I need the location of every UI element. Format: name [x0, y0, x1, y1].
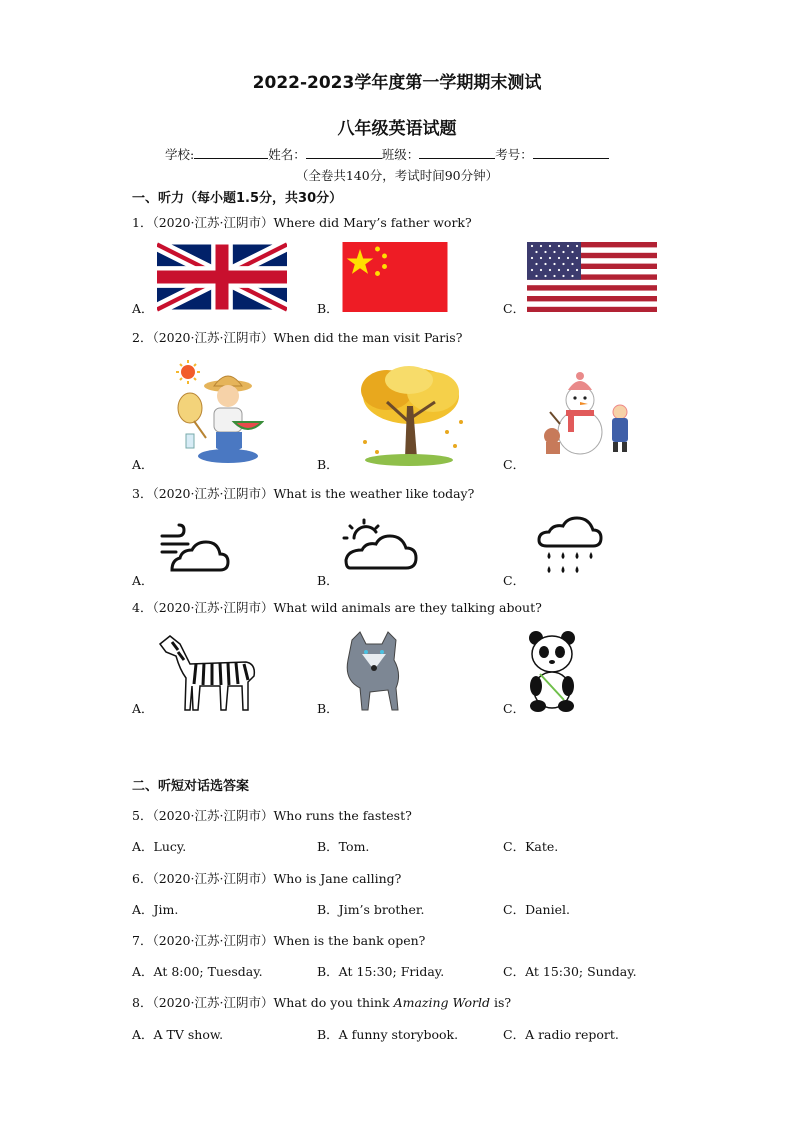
q8-option-c: C．A radio report.	[503, 1027, 619, 1042]
name-label: 姓名：	[268, 147, 306, 162]
q1-option-b: B．	[317, 301, 339, 316]
summer-boy-image	[172, 358, 264, 468]
q6-option-c: C．Daniel.	[503, 902, 570, 917]
question-7: 7．（2020·江苏·江阴市）When is the bank open?	[132, 933, 426, 948]
student-info-line	[165, 145, 609, 163]
q8-text-post: is?	[490, 995, 512, 1010]
question-5: 5．（2020·江苏·江阴市）Who runs the fastest?	[132, 808, 412, 823]
usa-flag-image	[527, 242, 657, 312]
q1-option-c: C．	[503, 301, 526, 316]
panda-image	[526, 630, 578, 714]
q6-option-b: B．Jim’s brother.	[317, 902, 425, 917]
exam-subtitle: 八年级英语试题	[337, 119, 457, 139]
q6-option-a: A．Jim.	[132, 902, 179, 917]
section2-heading: 二、听短对话选答案	[132, 779, 250, 794]
question-6: 6．（2020·江苏·江阴市）Who is Jane calling?	[132, 871, 402, 886]
question-3: 3．（2020·江苏·江阴市）What is the weather like today?	[132, 486, 475, 501]
q3-option-b: B．	[317, 573, 339, 588]
q5-option-a: A．Lucy.	[132, 839, 187, 854]
q7-option-a: A．At 8:00; Tuesday.	[132, 964, 263, 979]
school-blank[interactable]	[194, 146, 268, 159]
number-blank[interactable]	[533, 146, 609, 159]
china-flag-image	[342, 242, 448, 312]
question-2: 2．（2020·江苏·江阴市）When did the man visit Paris?	[132, 330, 463, 345]
q3-option-c: C．	[503, 573, 526, 588]
name-blank[interactable]	[306, 146, 382, 159]
question-8	[132, 993, 511, 1011]
q8-title-italic: Amazing World	[393, 995, 491, 1010]
q4-option-b: B．	[317, 701, 339, 716]
q2-option-c: C．	[503, 457, 526, 472]
exam-note: （全卷共140分，考试时间90分钟）	[295, 168, 499, 183]
q2-option-a: A．	[132, 457, 154, 472]
q4-option-a: A．	[132, 701, 154, 716]
q8-text-pre: 8．（2020·江苏·江阴市）What do you think	[132, 995, 394, 1010]
windy-cloud-icon	[158, 522, 230, 576]
question-4: 4．（2020·江苏·江阴市）What wild animals are they talking about?	[132, 600, 542, 615]
uk-flag-image	[157, 242, 287, 312]
q5-option-b: B．Tom.	[317, 839, 370, 854]
autumn-tree-image	[347, 362, 471, 468]
exam-title: 2022-2023学年度第一学期期末测试	[252, 73, 542, 93]
wolf-image	[340, 630, 408, 714]
q2-option-b: B．	[317, 457, 339, 472]
sunny-cloudy-icon	[340, 518, 418, 574]
class-label: 班级：	[381, 147, 420, 162]
q8-option-a: A．A TV show.	[132, 1027, 224, 1042]
zebra-image	[156, 630, 260, 714]
q5-option-c: C．Kate.	[503, 839, 559, 854]
class-blank[interactable]	[419, 146, 495, 159]
q4-option-c: C．	[503, 701, 526, 716]
q8-option-b: B．A funny storybook.	[317, 1027, 459, 1042]
q3-option-a: A．	[132, 573, 154, 588]
winter-snowman-image	[540, 372, 636, 460]
section1-heading: 一、听力（每小题1.5分，共30分）	[132, 191, 343, 206]
rainy-cloud-icon	[537, 514, 603, 580]
question-1: 1．（2020·江苏·江阴市）Where did Mary’s father work?	[132, 215, 472, 230]
number-label: 考号：	[495, 147, 533, 162]
school-label: 学校:	[165, 147, 195, 162]
q7-option-c: C．At 15:30; Sunday.	[503, 964, 637, 979]
q1-option-a: A．	[132, 301, 154, 316]
q7-option-b: B．At 15:30; Friday.	[317, 964, 445, 979]
